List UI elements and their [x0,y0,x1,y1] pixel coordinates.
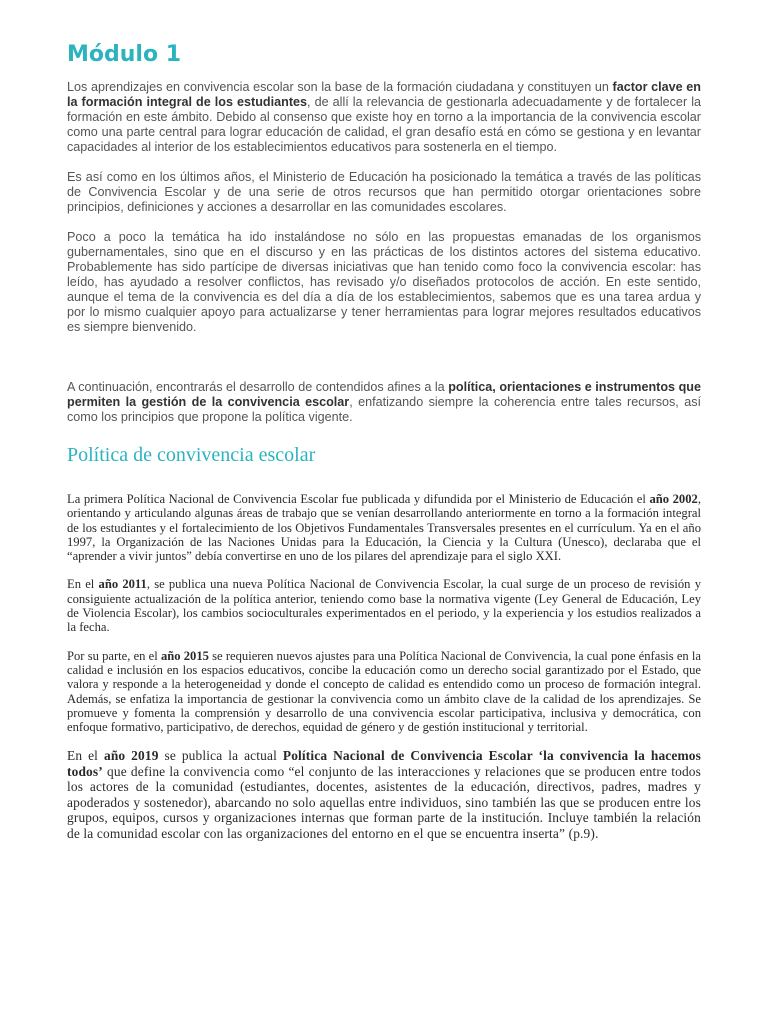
section-body [67,492,701,841]
section-paragraph-2: En el año 2011, se publica una nueva Política Nacional de Convivencia Escolar, la cual surge de un proceso de revisión y consiguiente actualización de la política anterior, teniendo como base la normativa vigente (Ley General de Educación, Ley de Violencia Escolar), los cambios socioculturales experimentados en el periodo, y la experiencia y los estudios realizados a la fecha. [67,577,701,635]
module-paragraph-1: Los aprendizajes en convivencia escolar son la base de la formación ciudadana y constituyen un factor clave en la formación integral de los estudiantes, de allí la relevancia de gestionarla adecuadamente y de fortalecer la formación en este ámbito. Debido al consenso que existe hoy en torno a la importancia de la convivencia escolar como una parte central para lograr educación de calidad, el gran desafío está en cómo se gestiona y en levantar capacidades al interior de los establecimientos educativos para sostenerla en el tiempo. [67,80,701,154]
document-page [67,40,701,841]
year-highlight: año 2002 [649,492,698,506]
year-highlight: año 2015 [160,648,209,663]
module-paragraph-4: A continuación, encontrarás el desarrollo de contendidos afines a la política, orientaciones e instrumentos que permiten la gestión de la convivencia escolar, enfatizando siempre la coherencia entre tales recursos, así como los principios que propone la política vigente. [67,380,701,424]
module-paragraph-2: Es así como en los últimos años, el Ministerio de Educación ha posicionado la temática a través de las políticas de Convivencia Escolar y de una serie de otros recursos que han permitido otorgar orientaciones sobre principios, definiciones y acciones a desarrollar en las comunidades escolares. [67,170,701,214]
section-paragraph-3: Por su parte, en el año 2015 se requieren nuevos ajustes para una Política Nacional de Convivencia, la cual pone énfasis en la calidad e inclusión en los espacios educativos, concibe la educación como un derecho social garantizado por el Estado, que valora y responde a la heterogeneidad y donde el concepto de calidad es entendido como un proceso de formación integral. Además, se enfatiza la importancia de gestionar la convivencia como un ámbito clave de la calidad de los aprendizajes. Se promueve y fomenta la comprensión y desarrollo de una convivencia escolar participativa, inclusiva y democrática, con enfoque formativo, participativo, de derechos, equidad de género y de gestión institucional y territorial. [67,648,701,735]
module-paragraph-3: Poco a poco la temática ha ido instalándose no sólo en las propuestas emanadas de los organismos gubernamentales, sino que en el discurso y en las prácticas de los distintos actores del sistema educativo. Probablemente has sido partícipe de diversas iniciativas que han tenido como foco la convivencia escolar: has leído, has ayudado a resolver conflictos, has revisado y/o diseñados protocolos de acción. En este sentido, aunque el tema de la convivencia es del día a día de los establecimientos, sabemos que es una tarea ardua y por lo mismo cualquier apoyo para actualizarse y tener herramientas para lograr mejores resultados educativos es siempre bienvenido. [67,230,701,334]
section-title: Política de convivencia escolar [67,444,316,466]
bold-phrase: política, orientaciones e instrumentos que permiten la gestión de la convivencia escolar [67,380,701,409]
module-title: Módulo 1 [67,42,182,67]
year-highlight: año 2019 [103,748,159,764]
section-paragraph-1: La primera Política Nacional de Convivencia Escolar fue publicada y difundida por el Ministerio de Educación el año 2002, orientando y articulando algunas áreas de trabajo que se venían desarrollando anteriormente en torno a la formación integral de los estudiantes y el fortalecimiento de los Objetivos Fundamentales Transversales presentes en el currículum. Ya en el año 1997, la Organización de las Naciones Unidas para la Educación, la Ciencia y la Cultura (Unesco), declaraba que el “aprender a vivir juntos” debía convertirse en uno de los pilares del aprendizaje para el siglo XXI. [67,492,701,564]
module-body [67,80,701,425]
year-highlight: año 2011 [98,577,147,592]
policy-name-highlight: Política Nacional de Convivencia Escolar ‘la convivencia la hacemos todos’ [67,748,701,779]
bold-phrase: factor clave en la formación integral de los estudiantes [67,80,701,109]
section-paragraph-4: En el año 2019 se publica la actual Política Nacional de Convivencia Escolar ‘la convivencia la hacemos todos’ que define la convivencia como “el conjunto de las interacciones y relaciones que se producen entre todos los actores de la comunidad (estudiantes, docentes, asistentes de la educación, directivos, padres, madres y apoderados y sostenedor), abarcando no solo aquellas entre individuos, sino también las que se producen entre los grupos, equipos, cursos y organizaciones internas que forman parte de la institución. Incluye también la relación de la comunidad escolar con las organizaciones del entorno en el que se encuentra inserta” (p.9). [67,748,701,841]
